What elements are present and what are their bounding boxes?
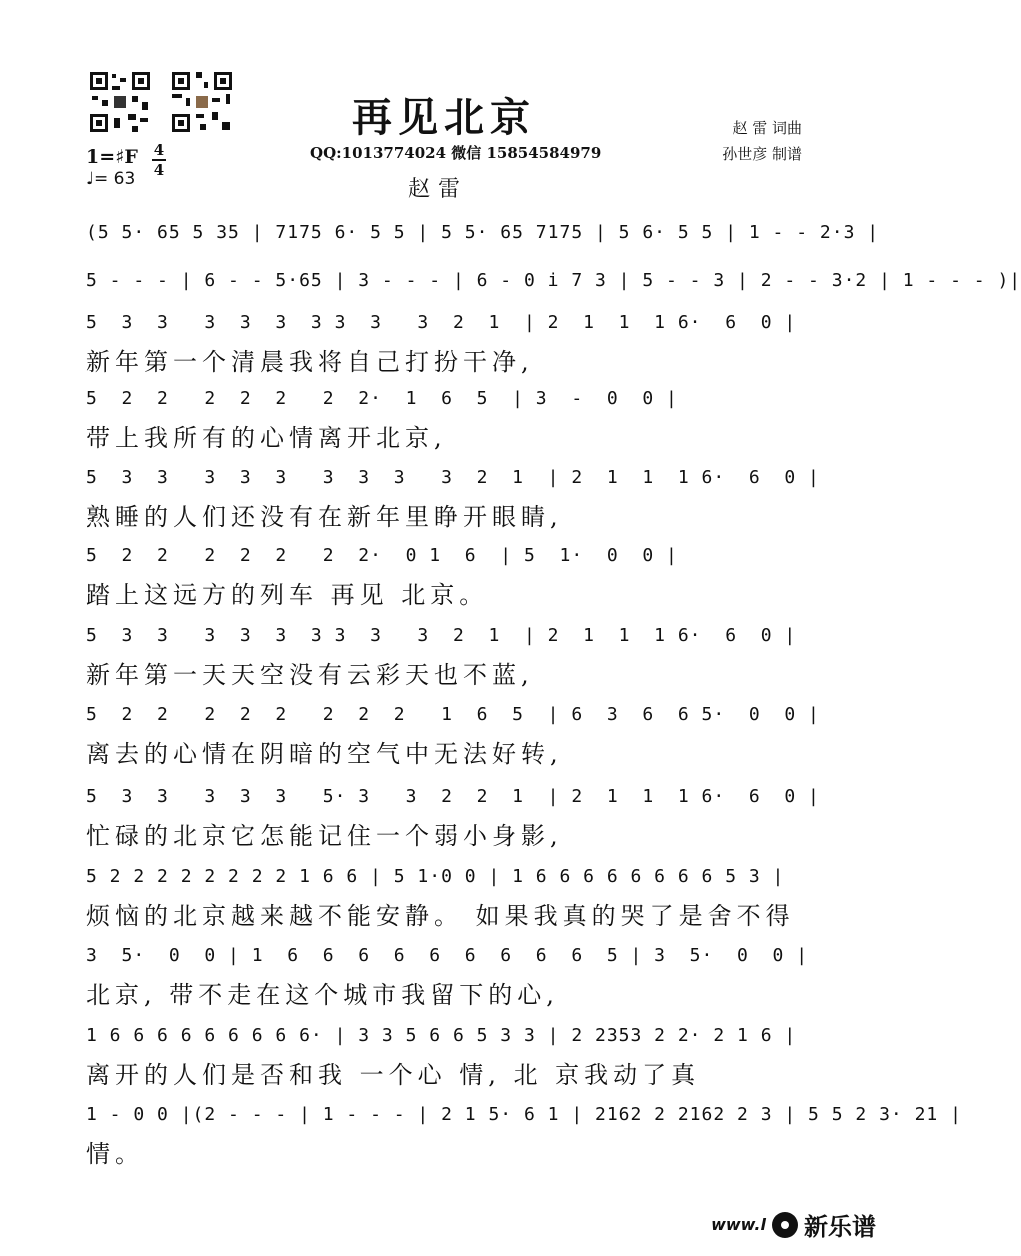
time-signature: [152, 142, 166, 178]
lyrics-row: 忙碌的北京它怎能记住一个弱小身影,: [86, 822, 563, 850]
notation-row: (5 5· 65 5 35 | 7175 6· 5 5 | 5 5· 65 7175 | 5 6· 5 5 | 1 - - 2·3 |: [86, 222, 880, 243]
notation-row: 5 2 2 2 2 2 2 2· 1 6 5 | 3 - 0 0 |: [86, 388, 678, 409]
lyrics-row: 北京, 带不走在这个城市我留下的心,: [86, 981, 559, 1009]
lyrics-row: 离去的心情在阴暗的空气中无法好转,: [86, 740, 563, 768]
credit-lyrics: 赵 雷 词曲: [732, 119, 802, 137]
notation-row: 5 - - - | 6 - - 5·65 | 3 - - - | 6 - 0 i 7 3 | 5 - - 3 | 2 - - 3·2 | 1 - - - )|: [86, 270, 1021, 291]
credit-arranger: 孙世彦 制谱: [722, 145, 802, 163]
lyrics-row: 新年第一个清晨我将自己打扮干净,: [86, 348, 534, 376]
lyrics-row: 踏上这远方的列车 再见 北京。: [86, 581, 489, 609]
site-name: 新乐谱: [804, 1213, 876, 1241]
notation-row: 5 3 3 3 3 3 3 3 3 3 2 1 | 2 1 1 1 6· 6 0 |: [86, 312, 797, 333]
site-logo[interactable]: [711, 1207, 876, 1242]
notation-row: 5 3 3 3 3 3 3 3 3 3 2 1 | 2 1 1 1 6· 6 0 |: [86, 625, 797, 646]
notation-row: 5 2 2 2 2 2 2 2· 0 1 6 | 5 1· 0 0 |: [86, 545, 678, 566]
lyrics-row: 熟睡的人们还没有在新年里睁开眼睛,: [86, 503, 563, 531]
notation-row: 1 6 6 6 6 6 6 6 6 6· | 3 3 5 6 6 5 3 3 | 2 2353 2 2· 2 1 6 |: [86, 1025, 797, 1046]
notation-row: 5 2 2 2 2 2 2 2 2 1 6 6 | 5 1·0 0 | 1 6 6 6 6 6 6 6 6 5 3 |: [86, 866, 785, 887]
lyrics-row: 带上我所有的心情离开北京,: [86, 424, 447, 452]
vinyl-disc-icon: [772, 1212, 798, 1238]
notation-row: 5 2 2 2 2 2 2 2 2 1 6 5 | 6 3 6 6 5· 0 0 |: [86, 704, 820, 725]
lyrics-row: 离开的人们是否和我 一个心 情, 北 京我动了真: [86, 1061, 701, 1089]
time-numerator: 4: [153, 141, 165, 159]
key-signature: 1=♯F: [86, 146, 138, 168]
composer-name: 赵雷: [408, 177, 469, 202]
lyrics-row: 烦恼的北京越来越不能安静。 如果我真的哭了是舍不得: [86, 902, 795, 930]
contact-info: QQ:1013774024 微信 15854584979: [310, 144, 602, 162]
notation-row: 3 5· 0 0 | 1 6 6 6 6 6 6 6 6 6 5 | 3 5· 0 0 |: [86, 945, 809, 966]
lyrics-row: 新年第一天天空没有云彩天也不蓝,: [86, 661, 534, 689]
notation-row: 5 3 3 3 3 3 3 3 3 3 2 1 | 2 1 1 1 6· 6 0 |: [86, 467, 820, 488]
notation-row: 5 3 3 3 3 3 5· 3 3 2 2 1 | 2 1 1 1 6· 6 0 |: [86, 786, 820, 807]
tempo-marking: ♩= 63: [86, 169, 136, 189]
site-url: www.l: [711, 1215, 766, 1234]
lyrics-row: 情。: [86, 1140, 144, 1168]
song-title: 再见北京: [352, 94, 536, 141]
time-denominator: 4: [153, 161, 165, 179]
notation-row: 1 - 0 0 |(2 - - - | 1 - - - | 2 1 5· 6 1 | 2162 2 2162 2 3 | 5 5 2 3· 21 |: [86, 1104, 962, 1125]
